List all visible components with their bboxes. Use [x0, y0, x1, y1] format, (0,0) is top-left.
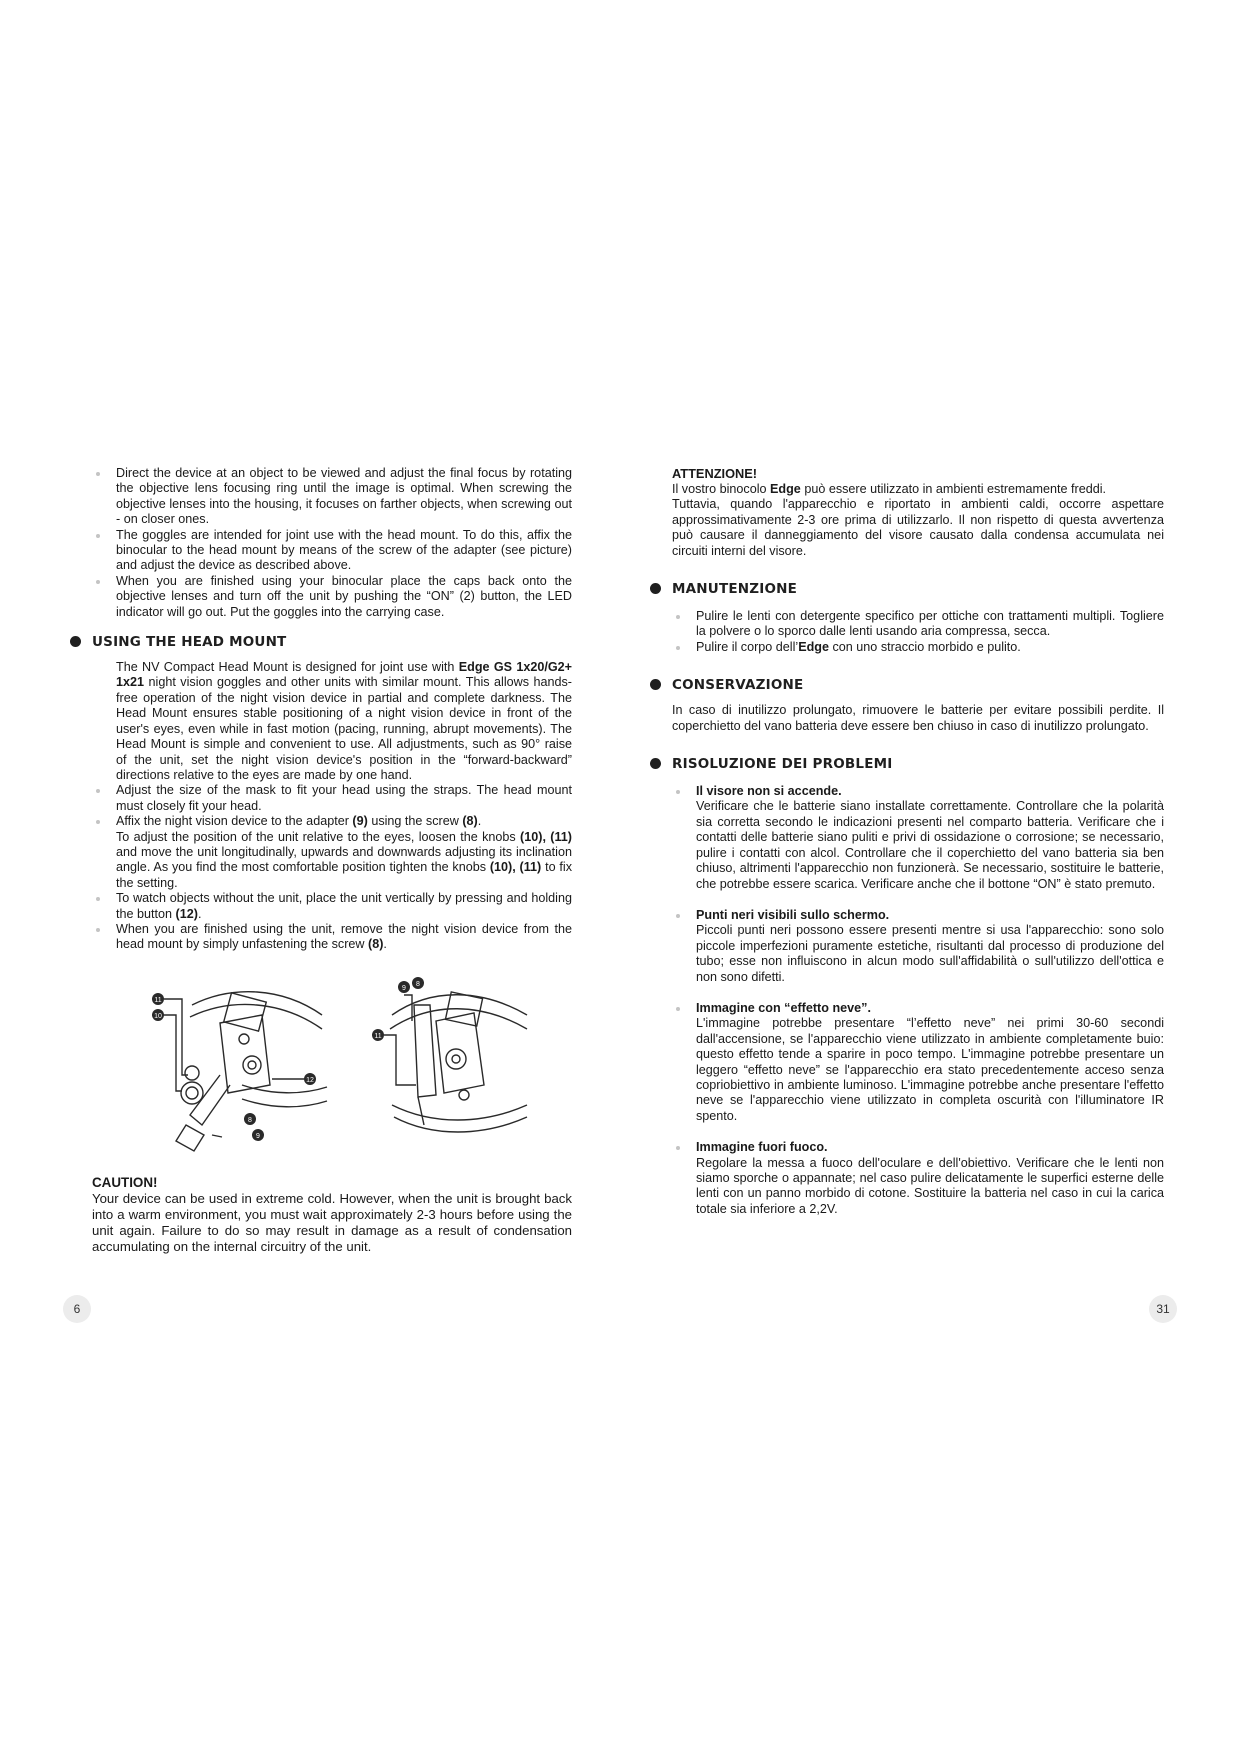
manutenzione-bullet-list [672, 609, 1164, 655]
figure-callouts-right [372, 977, 424, 1041]
risoluzione-heading: RISOLUZIONE DEI PROBLEMI [672, 756, 1164, 772]
head-mount-front-view-drawing [352, 975, 542, 1163]
callout-label: 11 [374, 1032, 382, 1040]
caution-body: Your device can be used in extreme cold. However, when the unit is brought back into a warm environment, you must wait approximately 2-3 hours before using the unit again. Failure to do so may result in damage as a result of condensation accumulating on the internal circuitry of the unit. [92, 1190, 572, 1254]
list-item: Pulire il corpo dell’Edge con uno straccio morbido e pulito. [672, 640, 1164, 655]
list-item: When you are finished using the unit, remove the night vision device from the head mount by simply unfastening the screw (8). [92, 922, 572, 953]
caution-title: CAUTION! [92, 1174, 158, 1190]
conservazione-heading: CONSERVAZIONE [672, 677, 1164, 693]
problem-body: Piccoli punti neri possono essere presenti mentre si usa l'apparecchio: sono solo piccole imperfezioni puramente estetiche, risultanti dal processo di produzione del tubo; esse non influiscono in alcun modo sull'affidabilità o sull'utilizzo dell'ottica e non sono difetti. [696, 923, 1164, 984]
list-item [672, 908, 1164, 985]
problem-body: L'immagine potrebbe presentare “l’effetto neve” nei primi 30-60 secondi dall'accensione, se l'apparecchio viene utilizzato in ambiente completamente buio: questo effetto tende a sparire in poco tempo. L'immagine potrebbe presentare un leggero “effetto neve” se l'apparecchio era stato precedentemente acceso senza copriobiettivo in ambiente luminoso. L'immagine potrebbe anche presentare l'effetto neve se l'apparecchio viene utilizzato in completa oscurità con l'illuminatore IR spento. [696, 1016, 1164, 1123]
callout-label: 10 [154, 1012, 162, 1020]
list-item: Pulire le lenti con detergente specifico per ottiche con trattamenti multipli. Togliere la polvere o lo sporco dalle lenti usando aria compressa, secca. [672, 609, 1164, 640]
intro-bullet-list [92, 466, 572, 620]
caution-block [92, 1175, 572, 1255]
section-bullet-icon [650, 758, 661, 769]
callout-label: 12 [306, 1076, 314, 1084]
head-mount-paragraph: The NV Compact Head Mount is designed for joint use with Edge GS 1x20/G2+ 1x21 night vision goggles and other units with similar mount. This allows hands-free operation of the night vision device in partial and complete darkness. The Head Mount ensures stable positioning of a night vision device in front of the user's eyes, even while in fast motion (pacing, running, abrupt movements). The Head Mount is simple and convenient to use. All adjustments, such as 90° raise of the unit, set the night vision device's position in the “forward-backward” directions relative to the eyes are made by one hand. [116, 660, 573, 782]
section-bullet-icon [650, 583, 661, 594]
problem-body: Regolare la messa a fuoco dell'oculare e dell'obiettivo. Verificare che le lenti non siamo sporche o appannate; nel caso pulire delicatamente le superfici esterne delle lenti con un panno morbido di cotone. Sostituire la batteria nel caso in cui la carica totale sia inferiore a 2,2V. [696, 1155, 1164, 1216]
attenzione-body: Tuttavia, quando l'apparecchio e riportato in ambienti caldi, occorre aspettare approssimativamente 2-3 ore prima di utilizzarlo. Il non rispetto di questa avvertenza può causare il danneggiamento del visore causato dalla condensa accumulata nei circuiti interni del visore. [672, 497, 1164, 558]
page-number-left: 6 [63, 1295, 91, 1323]
attenzione-block [672, 466, 1164, 559]
list-item: Adjust the size of the mask to fit your head using the straps. The head mount must closely fit your head. [92, 783, 572, 814]
list-item [672, 1001, 1164, 1124]
conservazione-body: In caso di inutilizzo prolungato, rimuovere le batterie per evitare possibili perdite. Il coperchietto del vano batteria deve essere ben chiuso in caso di inutilizzo prolungato. [672, 703, 1164, 733]
head-mount-side-view-drawing [132, 975, 332, 1163]
problem-body: Verificare che le batterie siano installate correttamente. Controllare che la polarità sia corretta secondo le indicazioni presenti nel comparto batteria. Verificare che i contatti delle batterie siano puliti e privi di ossidazione o corrosione; se necessario, pulire i contatti con alcol. Controllare che il coperchietto del vano batteria sia ben chiuso, altrimenti l'apparecchio non funzionerà. Se necessario, sostituire le batterie, che potrebbe essere scarica. Verificare anche che il bottone “ON” è stato premuto. [696, 799, 1164, 891]
section-bullet-icon [70, 636, 81, 647]
head-mount-heading: USING THE HEAD MOUNT [92, 634, 572, 650]
head-mount-illustration [132, 975, 562, 1163]
callout-label: 11 [154, 996, 162, 1004]
list-item: To watch objects without the unit, place the unit vertically by pressing and holding the button (12). [92, 891, 572, 922]
list-item [672, 1140, 1164, 1217]
page-number-right: 31 [1149, 1295, 1177, 1323]
problem-title: Immagine fuori fuoco. [696, 1140, 828, 1155]
problem-title: Punti neri visibili sullo schermo. [696, 907, 890, 922]
left-page-column [92, 466, 572, 1255]
callout-label: 8 [416, 980, 420, 988]
head-mount-bullet-list [92, 783, 572, 952]
model-names: Edge GS 1x20/G2+ 1x21 [116, 660, 573, 690]
callout-label: 9 [402, 984, 406, 992]
right-page-column [672, 466, 1164, 1217]
attenzione-title: ATTENZIONE! [672, 466, 758, 481]
problem-title: Il visore non si accende. [696, 784, 842, 799]
list-item: When you are finished using your binocular place the caps back onto the objective lenses and turn off the unit by pushing the “ON” (2) button, the LED indicator will go out. Put the goggles into the carrying case. [92, 574, 572, 620]
brand-name: Edge [770, 482, 801, 496]
list-item: The goggles are intended for joint use with the head mount. To do this, affix the binocular to the head mount by means of the screw of the adapter (see picture) and adjust the device as described above. [92, 528, 572, 574]
manutenzione-heading: MANUTENZIONE [672, 581, 1164, 597]
section-bullet-icon [650, 679, 661, 690]
attenzione-line: Il vostro binocolo Edge può essere utilizzato in ambienti estremamente freddi. [672, 482, 1107, 496]
risoluzione-list [672, 784, 1164, 1217]
list-item: Direct the device at an object to be viewed and adjust the final focus by rotating the objective lens focusing ring until the image is optimal. When screwing the objective lenses into the housing, it focuses on farther objects, when screwing out - on closer ones. [92, 466, 572, 528]
list-item [672, 784, 1164, 892]
problem-title: Immagine con “effetto neve”. [696, 1000, 871, 1015]
callout-label: 8 [248, 1116, 252, 1124]
list-item: Affix the night vision device to the adapter (9) using the screw (8). To adjust the position of the unit relative to the eyes, loosen the knobs (10), (11) and move the unit longitudinally, upwards and downwards adjusting its inclination angle. As you find the most comfortable position tighten the knobs (10), (11) to fix the setting. [92, 814, 572, 891]
callout-label: 9 [256, 1132, 260, 1140]
